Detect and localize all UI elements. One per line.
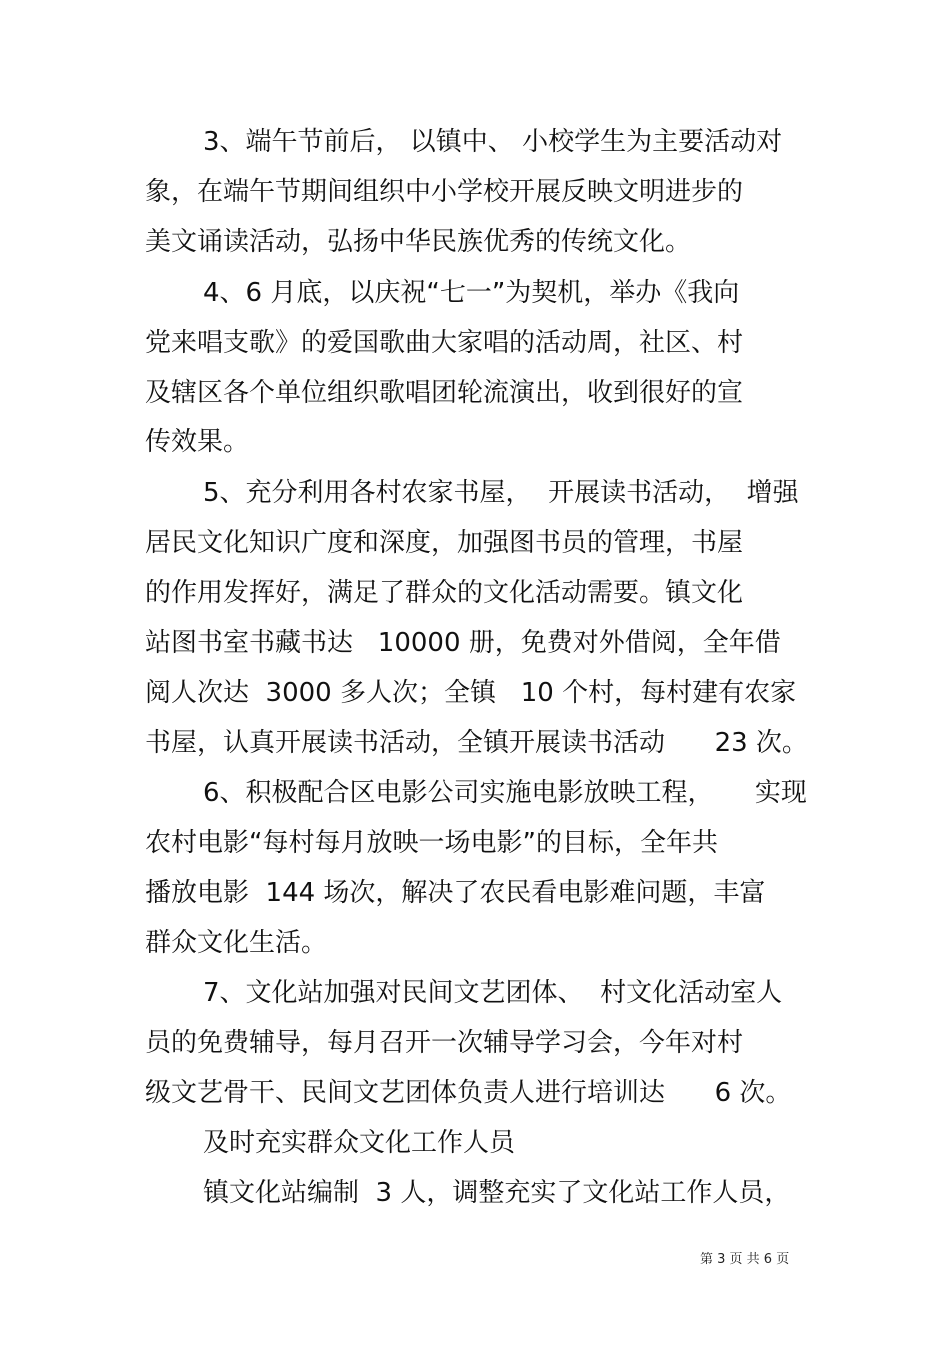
text-line: 群众文化生活。	[145, 928, 328, 958]
text-line: 农村电影“每村每月放映一场电影”的目标，全年共	[145, 828, 718, 858]
text-line: 级文艺骨干、民间文艺团体负责人进行培训达 6 次。	[145, 1078, 792, 1108]
text-line: 党来唱支歌》的爱国歌曲大家唱的活动周，社区、村	[145, 328, 744, 358]
text-line: 的作用发挥好，满足了群众的文化活动需要。镇文化	[145, 578, 744, 608]
text-line: 7、文化站加强对民间文艺团体、 村文化活动室人	[203, 978, 783, 1008]
text-line: 员的免费辅导，每月召开一次辅导学习会，今年对村	[145, 1028, 744, 1058]
text-line: 美文诵读活动，弘扬中华民族优秀的传统文化。	[145, 227, 692, 257]
text-line: 阅人次达 3000 多人次；全镇 10 个村，每村建有农家	[145, 678, 797, 708]
text-line: 居民文化知识广度和深度，加强图书员的管理，书屋	[145, 528, 744, 558]
text-line: 镇文化站编制 3 人，调整充实了文化站工作人员，	[203, 1178, 791, 1208]
text-line: 及辖区各个单位组织歌唱团轮流演出，收到很好的宣	[145, 378, 744, 408]
text-line: 象，在端午节期间组织中小学校开展反映文明进步的	[145, 177, 744, 207]
text-line: 3、端午节前后， 以镇中、 小校学生为主要活动对	[203, 127, 783, 157]
text-line: 6、积极配合区电影公司实施电影放映工程， 实现	[203, 778, 807, 808]
text-line: 4、6 月底，以庆祝“七一”为契机，举办《我向	[203, 278, 740, 308]
text-line: 播放电影 144 场次，解决了农民看电影难问题，丰富	[145, 878, 766, 908]
page-number: 第 3 页 共 6 页	[700, 1252, 790, 1267]
section-heading: 及时充实群众文化工作人员	[203, 1128, 516, 1158]
text-line: 传效果。	[145, 427, 250, 457]
text-line: 书屋，认真开展读书活动，全镇开展读书活动 23 次。	[145, 728, 808, 758]
text-line: 站图书室书藏书达 10000 册，免费对外借阅，全年借	[145, 628, 781, 658]
text-line: 5、充分利用各村农家书屋， 开展读书活动， 增强	[203, 478, 799, 508]
